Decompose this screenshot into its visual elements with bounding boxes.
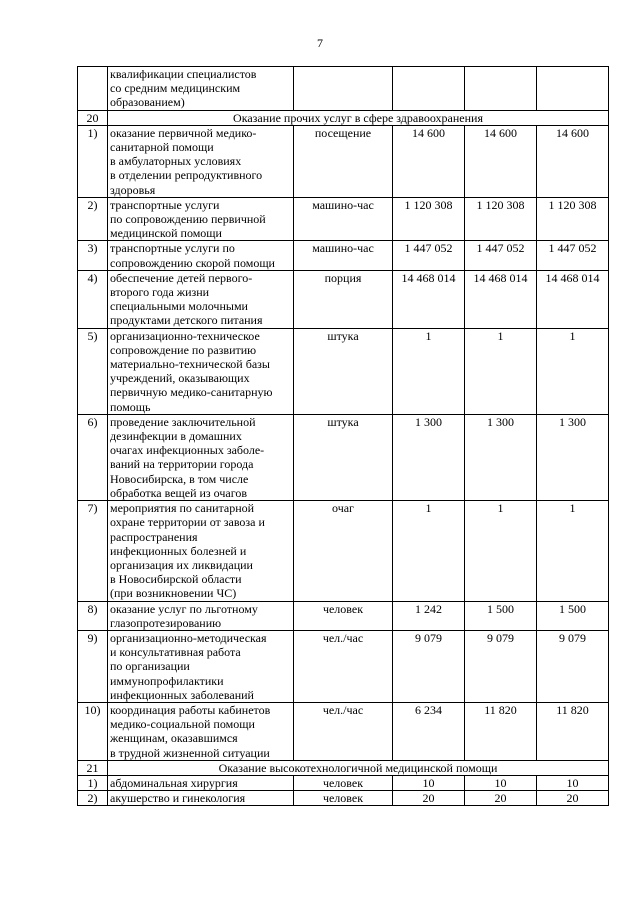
service-name-line: сопровождение по развитию — [110, 342, 257, 357]
service-name — [108, 630, 294, 702]
service-name-line: женщинам, оказавшимся — [110, 731, 238, 746]
value-year-1 — [393, 67, 465, 111]
service-name-line: в отделении репродуктивного — [110, 168, 263, 183]
value-year-1: 14 600 — [393, 125, 465, 197]
service-name-line: здоровья — [110, 182, 156, 197]
service-name — [108, 775, 294, 790]
value-year-1: 1 447 052 — [393, 241, 465, 270]
service-name — [108, 125, 294, 197]
table-row — [78, 125, 609, 197]
service-name — [108, 67, 294, 111]
item-number: 2) — [78, 197, 108, 241]
service-name-line: оказание услуг по льготному — [110, 601, 258, 616]
table-row — [78, 791, 609, 806]
service-name — [108, 328, 294, 414]
service-name-line: в амбулаторных условиях — [110, 154, 242, 169]
service-name-line: ваний на территории города — [110, 457, 254, 472]
unit-of-measure: машино-час — [294, 197, 393, 241]
value-year-2: 1 — [465, 328, 537, 414]
value-year-1: 1 — [393, 328, 465, 414]
service-name-line: обработка вещей из очагов — [110, 485, 248, 500]
service-name-line: инфекционных болезней и — [110, 543, 247, 558]
value-year-1: 1 300 — [393, 414, 465, 500]
value-year-1: 9 079 — [393, 630, 465, 702]
item-number: 10) — [78, 702, 108, 760]
service-name-line: (при возникновении ЧС) — [110, 586, 237, 601]
table-row — [78, 601, 609, 630]
value-year-2: 1 300 — [465, 414, 537, 500]
service-name-line: иммунопрофилактики — [110, 673, 224, 688]
service-name-line: специальными молочными — [110, 299, 248, 314]
service-name-line: мероприятия по санитарной — [110, 501, 255, 516]
service-name-line: в Новосибирской области — [110, 572, 242, 587]
service-name — [108, 501, 294, 601]
service-name-line: организация их ликвидации — [110, 557, 253, 572]
value-year-2: 14 468 014 — [465, 270, 537, 328]
section-row — [78, 760, 609, 775]
value-year-3: 11 820 — [537, 702, 609, 760]
value-year-1: 20 — [393, 791, 465, 806]
value-year-2: 10 — [465, 775, 537, 790]
value-year-1: 1 — [393, 501, 465, 601]
service-name — [108, 791, 294, 806]
unit-of-measure: человек — [294, 601, 393, 630]
value-year-1: 10 — [393, 775, 465, 790]
unit-of-measure: чел./час — [294, 702, 393, 760]
value-year-1: 1 242 — [393, 601, 465, 630]
service-name-line: транспортные услуги — [110, 197, 220, 212]
value-year-2: 9 079 — [465, 630, 537, 702]
table-row — [78, 241, 609, 270]
unit-of-measure: посещение — [294, 125, 393, 197]
section-number: 20 — [78, 110, 108, 125]
service-name — [108, 241, 294, 270]
value-year-3: 1 500 — [537, 601, 609, 630]
section-row — [78, 110, 609, 125]
service-name-line: координация работы кабинетов — [110, 702, 271, 717]
service-name — [108, 270, 294, 328]
unit-of-measure: штука — [294, 328, 393, 414]
value-year-3: 14 468 014 — [537, 270, 609, 328]
value-year-3: 14 600 — [537, 125, 609, 197]
value-year-2: 11 820 — [465, 702, 537, 760]
service-name-line: оказание первичной медико- — [110, 125, 257, 140]
service-name-line: организационно-техническое — [110, 328, 260, 343]
service-name-line: дезинфекции в домашних — [110, 429, 242, 444]
service-name-line: абдоминальная хирургия — [110, 775, 238, 790]
service-name-line: распространения — [110, 529, 198, 544]
service-name-line: образованием) — [110, 95, 185, 110]
value-year-3: 1 300 — [537, 414, 609, 500]
service-name-line: медицинской помощи — [110, 226, 222, 241]
unit-of-measure: чел./час — [294, 630, 393, 702]
service-name-line: медико-социальной помощи — [110, 717, 255, 732]
service-name-line: обеспечение детей первого- — [110, 270, 253, 285]
unit-of-measure: порция — [294, 270, 393, 328]
value-year-2: 14 600 — [465, 125, 537, 197]
service-name-line: материально-технической базы — [110, 357, 270, 372]
service-name-line: квалификации специалистов — [110, 67, 257, 81]
service-name-line: проведение заключительной — [110, 414, 256, 429]
unit-of-measure: очаг — [294, 501, 393, 601]
service-name-line: глазопротезированию — [110, 615, 222, 630]
section-number: 21 — [78, 760, 108, 775]
item-number: 7) — [78, 501, 108, 601]
table-row — [78, 67, 609, 111]
service-name-line: Новосибирска, в том числе — [110, 471, 249, 486]
service-name-line: продуктами детского питания — [110, 313, 263, 328]
value-year-1: 6 234 — [393, 702, 465, 760]
value-year-3: 1 447 052 — [537, 241, 609, 270]
value-year-2: 1 447 052 — [465, 241, 537, 270]
table-row — [78, 414, 609, 500]
service-name-line: организационно-методическая — [110, 630, 267, 645]
value-year-2: 1 120 308 — [465, 197, 537, 241]
service-name — [108, 414, 294, 500]
table-row — [78, 775, 609, 790]
service-name-line: по организации — [110, 659, 190, 674]
value-year-3: 9 079 — [537, 630, 609, 702]
service-name-line: и консультативная работа — [110, 645, 241, 660]
value-year-3: 10 — [537, 775, 609, 790]
item-number: 8) — [78, 601, 108, 630]
service-name-line: со средним медицинским — [110, 81, 241, 96]
value-year-2: 1 — [465, 501, 537, 601]
item-number — [78, 67, 108, 111]
item-number: 1) — [78, 125, 108, 197]
service-name-line: санитарной помощи — [110, 140, 214, 155]
service-name-line: в трудной жизненной ситуации — [110, 745, 270, 760]
service-name-line: акушерство и гинекология — [110, 791, 246, 806]
value-year-1: 1 120 308 — [393, 197, 465, 241]
item-number: 2) — [78, 791, 108, 806]
section-title: Оказание прочих услуг в сфере здравоохранения — [108, 110, 609, 125]
item-number: 6) — [78, 414, 108, 500]
value-year-3: 20 — [537, 791, 609, 806]
item-number: 4) — [78, 270, 108, 328]
unit-of-measure: человек — [294, 775, 393, 790]
item-number: 9) — [78, 630, 108, 702]
unit-of-measure: штука — [294, 414, 393, 500]
service-name-line: транспортные услуги по — [110, 241, 235, 256]
service-name — [108, 601, 294, 630]
service-name-line: очагах инфекционных заболе- — [110, 443, 265, 458]
value-year-3: 1 — [537, 328, 609, 414]
services-table — [77, 66, 609, 806]
unit-of-measure: человек — [294, 791, 393, 806]
value-year-3: 1 — [537, 501, 609, 601]
service-name — [108, 702, 294, 760]
service-name-line: второго года жизни — [110, 285, 210, 300]
unit-of-measure — [294, 67, 393, 111]
value-year-2: 20 — [465, 791, 537, 806]
table-row — [78, 270, 609, 328]
service-name-line: первичную медико-санитарную — [110, 385, 273, 400]
table-row — [78, 197, 609, 241]
service-name-line: по сопровождению первичной — [110, 212, 266, 227]
item-number: 1) — [78, 775, 108, 790]
service-name — [108, 197, 294, 241]
value-year-1: 14 468 014 — [393, 270, 465, 328]
value-year-2 — [465, 67, 537, 111]
section-title: Оказание высокотехнологичной медицинской помощи — [108, 760, 609, 775]
table-row — [78, 630, 609, 702]
service-name-line: инфекционных заболеваний — [110, 687, 254, 702]
value-year-2: 1 500 — [465, 601, 537, 630]
service-name-line: учреждений, оказывающих — [110, 371, 250, 386]
service-name-line: сопровождению скорой помощи — [110, 255, 275, 270]
value-year-3 — [537, 67, 609, 111]
page-number: 7 — [317, 36, 323, 50]
table-row — [78, 501, 609, 601]
item-number: 3) — [78, 241, 108, 270]
service-name-line: охране территории от завоза и — [110, 515, 265, 530]
value-year-3: 1 120 308 — [537, 197, 609, 241]
table-row — [78, 702, 609, 760]
item-number: 5) — [78, 328, 108, 414]
service-name-line: помощь — [110, 399, 151, 414]
table-row — [78, 328, 609, 414]
unit-of-measure: машино-час — [294, 241, 393, 270]
